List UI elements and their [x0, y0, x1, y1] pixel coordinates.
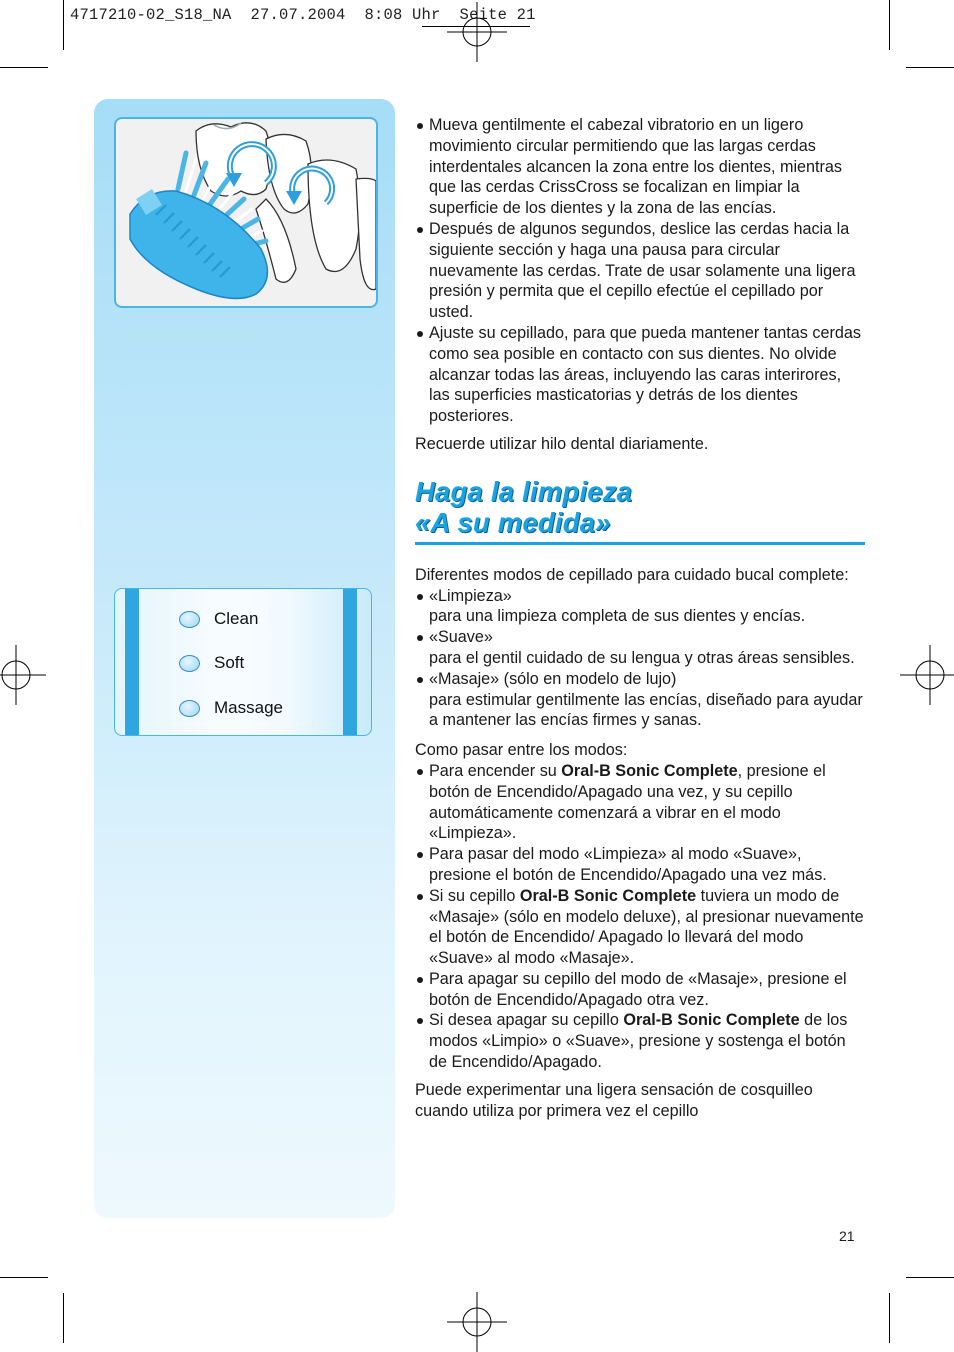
mode-name: «Limpieza» [429, 586, 512, 605]
list-item [415, 669, 865, 731]
mode-description: para estimular gentilmente las encías, diseñado para ayudar a mantener las encías firmes y sanas. [429, 690, 863, 730]
heading-line: «A su medida» [415, 506, 611, 538]
floss-note: Recuerde utilizar hilo dental diariamente. [415, 434, 709, 453]
step-text: Para pasar del modo «Limpieza» al modo «Suave», presione el botón de Encendido/Apagado una vez más. [429, 845, 827, 884]
mode-clean [179, 609, 258, 629]
mode-label: Massage [214, 698, 283, 717]
list-item [415, 627, 865, 669]
switch-intro: Como pasar entre los modos: [415, 741, 628, 760]
list-item [415, 844, 865, 886]
mode-indicator-panel [114, 588, 372, 736]
heading-line: Haga la limpieza [415, 475, 633, 507]
step-text: tuviera un modo de «Masaje» (sólo en modelo deluxe), al presionar nuevamente el botón de Encendido/ Apagado lo llevará del modo «Suave» al modo «Masaje». [429, 886, 864, 968]
product-name: Oral-B Sonic Complete [519, 886, 697, 905]
list-item: Mueva gentilmente el cabezal vibratorio en un ligero movimiento circular permitiendo que las largas cerdas interdentales alcancen la zona entre los dientes, mientras que las cerdas CrissCross se focalizan en limpiar la superficie de los dientes y la zona de las encías. [415, 115, 865, 219]
mode-description: para una limpieza completa de sus dientes y encías. [429, 607, 806, 626]
modes-list [415, 586, 865, 732]
modes-intro: Diferentes modos de cepillado para cuidado bucal complete: [415, 565, 849, 584]
crop-mark [906, 1277, 954, 1278]
registration-mark-icon [447, 1292, 507, 1352]
list-item [415, 586, 865, 628]
step-text: Si desea apagar su cepillo [429, 1011, 624, 1030]
mode-label: Clean [214, 609, 259, 628]
step-text: Para encender su [429, 761, 562, 780]
list-item [415, 969, 865, 1011]
switch-steps-list [415, 761, 865, 1073]
page-number: 21 [839, 1228, 855, 1244]
list-item [415, 761, 865, 844]
step-text: de los modos «Limpio» o «Suave», presione y sostenga el botón de Encendido/Apagado. [429, 1011, 848, 1072]
crop-mark [63, 1293, 64, 1343]
list-item: Ajuste su cepillado, para que pueda mantener tantas cerdas como sea posible en contacto con sus dientes. No olvide alcanzar todas las áreas, incluyendo las caras interirores, las superficies masticatorias y detrás de los dientes posteriores. [415, 323, 865, 427]
mode-name: «Suave» [429, 628, 493, 647]
crop-mark [0, 67, 48, 68]
product-name: Oral-B Sonic Complete [561, 761, 738, 780]
step-text: Para apagar su cepillo del modo de «Masaje», presione el botón de Encendido/Apagado otra vez. [429, 969, 847, 1009]
mode-indicator-light [179, 611, 200, 628]
crop-mark [889, 1293, 890, 1343]
mode-panel-stripe [343, 589, 357, 735]
registration-mark-icon [0, 645, 46, 705]
registration-mark-icon [447, 2, 507, 62]
mode-massage [179, 698, 283, 718]
brushing-tips-list [415, 115, 865, 427]
mode-description: para el gentil cuidado de su lengua y otras áreas sensibles. [429, 648, 855, 667]
print-slug: 4717210-02_S18_NA 27.07.2004 8:08 Uhr Seite 21 [70, 6, 536, 24]
step-text: , presione el botón de Encendido/Apagado una vez, y su cepillo automáticamente comenzará a vibrar en el modo «Limpieza». [429, 761, 826, 843]
list-item [415, 1010, 865, 1072]
mode-soft [179, 653, 244, 673]
mode-indicator-light [179, 700, 200, 717]
toothbrush-illustration [114, 117, 378, 308]
product-name: Oral-B Sonic Complete [623, 1011, 800, 1030]
closing-paragraph: Puede experimentar una ligera sensación de cosquilleo cuando utiliza por primera vez el cepillo [415, 1080, 813, 1120]
crop-mark [906, 67, 954, 68]
section-heading [415, 476, 865, 545]
list-item: Después de algunos segundos, deslice las cerdas hacia la siguiente sección y haga una pausa para circular nuevamente las cerdas. Trate de usar solamente una ligera presión y permita que el cepillo efectúe el cepillado por usted. [415, 219, 865, 323]
mode-indicator-light [179, 655, 200, 672]
registration-mark-icon [900, 645, 954, 705]
crop-mark [889, 0, 890, 50]
crop-mark [63, 0, 64, 50]
mode-panel-stripe [125, 589, 139, 735]
main-text-column [415, 115, 865, 1121]
mode-label: Soft [214, 653, 245, 672]
mode-name: «Masaje» (sólo en modelo de lujo) [429, 669, 677, 688]
list-item [415, 886, 865, 969]
step-text: Si su cepillo [429, 886, 520, 905]
crop-mark [0, 1277, 48, 1278]
